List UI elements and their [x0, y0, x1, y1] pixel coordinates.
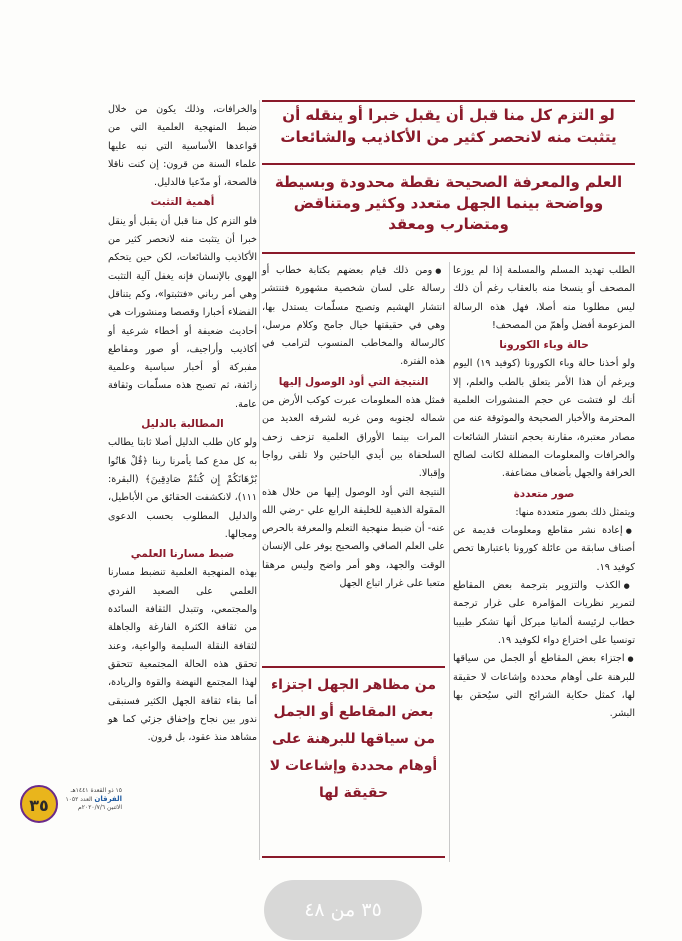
section-heading: حالة وباء الكورونا: [499, 339, 589, 352]
section-heading: النتيجة التي أود الوصول إليها: [278, 375, 429, 388]
paragraph: فمثل هذه المعلومات عبرت كوكب الأرض من شماله لجنوبه ومن غربه لشرقه العديد من المرات بينما الأوراق العلمية تزحف زحف السلحفاة بين أيدي الباحثين ولا تلقى رواجا وإقبالا.: [262, 395, 445, 480]
page-footer: [20, 785, 122, 823]
section-heading: ضبط مسارنا العلمي: [130, 548, 235, 561]
gregorian-date: الاثنين ٢٠٢٠/٧/٦م: [78, 804, 122, 811]
page-indicator: ٣٥ من ٤٨: [264, 880, 422, 940]
paragraph: ولو أخذنا حالة وباء الكورونا (كوفيد ١٩) اليوم ويرغم أن هذا الأمر يتعلق بالطب والعلم، إلا أنك لو فتشت عن حجم المنشورات العلمية المحترمة والأخبار الصحيحة والموثوقة عنه من مصادر معتبرة، مقارنة بحجم انتشار الشائعات والخرافات والمعلومات المضللة لكانت لصالح الخرافة والجهل بأضعاف مضاعفة.: [453, 358, 635, 480]
paragraph: بهذه المنهجية العلمية تنضبط مسارنا العلمي على الصعيد الفردي والمجتمعي، وتتبدل الثقافة السائدة من ثقافة الكثرة الفارغة والجاهلة لثقافة النقلة السليمة والواعية، وعند تحقق هذه الحالة المجتمعية تتحقق لهذا المجتمع النهضة والقوة والريادة، أما بقاء ثقافة الجهل الكثير فسنبقى ندور بين نجاح وإخفاق جزئي كما هو مشاهد منذ عقود، بل قرون.: [108, 567, 257, 744]
bullet-item: ● اجتزاء بعض المقاطع أو الجمل من سياقها للبرهنة على أوهام محددة وإشاعات لا حقيقة لها، كمثل حكاية الشرائح التي سيُحقن بها البشر.: [453, 650, 635, 723]
pull-quote-rule-top: [262, 100, 635, 102]
column-divider-left: [259, 100, 260, 860]
bullet-item: ● الكذب والتزوير بترجمة بعض المقاطع لتمرير نظريات المؤامرة على غرار ترجمة خطاب لرئيسة ألمانيا ميركل أنها تشكر طبيبا تونسيا على اختراع دواء لكوفيد ١٩.: [453, 577, 635, 650]
pull-quote-main: لو التزم كل منا قبل أن يقبل خبرا أو ينقله أن يتثبت منه لانحصر كثير من الأكاذيب والشائعات: [280, 106, 617, 146]
article-column-left: [108, 101, 257, 747]
article-column-middle: [262, 262, 445, 593]
pull-quote-secondary: العلم والمعرفة الصحيحة نقطة محدودة وبسيطة وواضحة بينما الجهل متعدد وكثير ومتناقض ومتضارب ومعقد: [274, 173, 623, 233]
publication-brand: الفرقان: [94, 795, 122, 803]
paragraph: فلو التزم كل منا قبل أن يقبل أو ينقل خبرا أن يتثبت منه لانحصر كثير من الأكاذيب والشائعات، لكن حين يتحكم الهوى بالإنسان فإنه يغفل آلية التثبت وهي أمر رباني «فتثبتوا»، وكم يتناقل الفضلاء أخبارا وقصصا ومنشورات هي أحاديث ضعيفة أو أخطاء شرعية أو أكاذيب وأراجيف، أو صور ومقاطع مفبركة أو أخبار سياسية وعلمية زائفة، ثم تصبح هذه مسلّمات وثقافة عامة.: [108, 215, 257, 410]
pull-quote-rule-bottom: [262, 856, 445, 858]
page-number-badge: ٣٥: [20, 785, 58, 823]
pull-quote-rule-bottom: [262, 252, 635, 254]
issue-number: العدد ١٠٥٢: [65, 796, 93, 803]
pull-quote-divider: [262, 163, 635, 165]
pull-quote-rule-top: [262, 666, 445, 668]
article-column-right: [453, 262, 635, 723]
paragraph: والخرافات، وذلك يكون من خلال ضبط المنهجية العلمية التي من قواعدها الأساسية التي نبه عليها علماء السنة من قرون: إن كنت ناقلا فالصحة، أو مدّعيا فالدليل.: [108, 104, 257, 189]
publication-info: [62, 787, 122, 812]
bullet-item: ● ومن ذلك قيام بعضهم بكتابة خطاب أو رسالة على لسان شخصية مشهورة فتنتشر انتشار الهشيم وتصبح مسلّمات يستدل بها، وهي في حقيقتها خيال جامح وكلام مرسل، كالرسالة والمخاطب المنسوب لترامب في هذه الفترة.: [262, 262, 445, 372]
section-heading: أهمية التثبت: [150, 196, 215, 209]
paragraph: الطلب تهديد المسلم والمسلمة إذا لم يوزعا المصحف أو ينسخا منه بالعقاب رغم أن ذلك ليس مطلوبا منه أصلا، فهل هذه الرسالة المزعومة أفضل وأهمّ من المصحف!: [453, 265, 635, 331]
section-heading: صور متعددة: [513, 487, 575, 500]
hijri-date: ١٥ ذو القعدة ١٤٤١هـ: [70, 787, 122, 794]
bullet-item: ● إعادة نشر مقاطع ومعلومات قديمة عن أصناف سابقة من عائلة كورونا باعتبارها تخص كوفيد ١٩.: [453, 522, 635, 577]
pull-quote-inline: من مظاهر الجهل اجتزاء بعض المقاطع أو الجمل من سياقها للبرهنة على أوهام محددة وإشاعات لا حقيقة لها: [269, 677, 438, 801]
paragraph: النتيجة التي أود الوصول إليها من خلال هذه المقولة الذهبية للخليفة الرابع علي -رضي الله عنه- أن ضبط منهجية التعلم والمعرفة بالحرص على العلم الصافي والصحيح يوفر على الإنسان الوقت والجهد، وهو أمر واضح وليس مرهقا متعبا على غرار اتباع الجهل: [262, 486, 445, 590]
section-heading: المطالبة بالدليل: [141, 418, 224, 431]
paragraph: ويتمثل ذلك بصور متعددة منها:: [515, 506, 635, 518]
column-divider-right: [449, 262, 450, 862]
paragraph: ولو كان طلب الدليل أصلا ثابتا يطالب به كل مدع كما يأمرنا ربنا ﴿قُلْ هَاتُوا بُرْهَانَكُمْ إِن كُنتُمْ صَادِقِينَ﴾ (البقرة: ١١١)، لانكشفت الحقائق من الأباطيل، والدليل المطلوب بحسب الدعوى ومجالها.: [108, 437, 257, 540]
